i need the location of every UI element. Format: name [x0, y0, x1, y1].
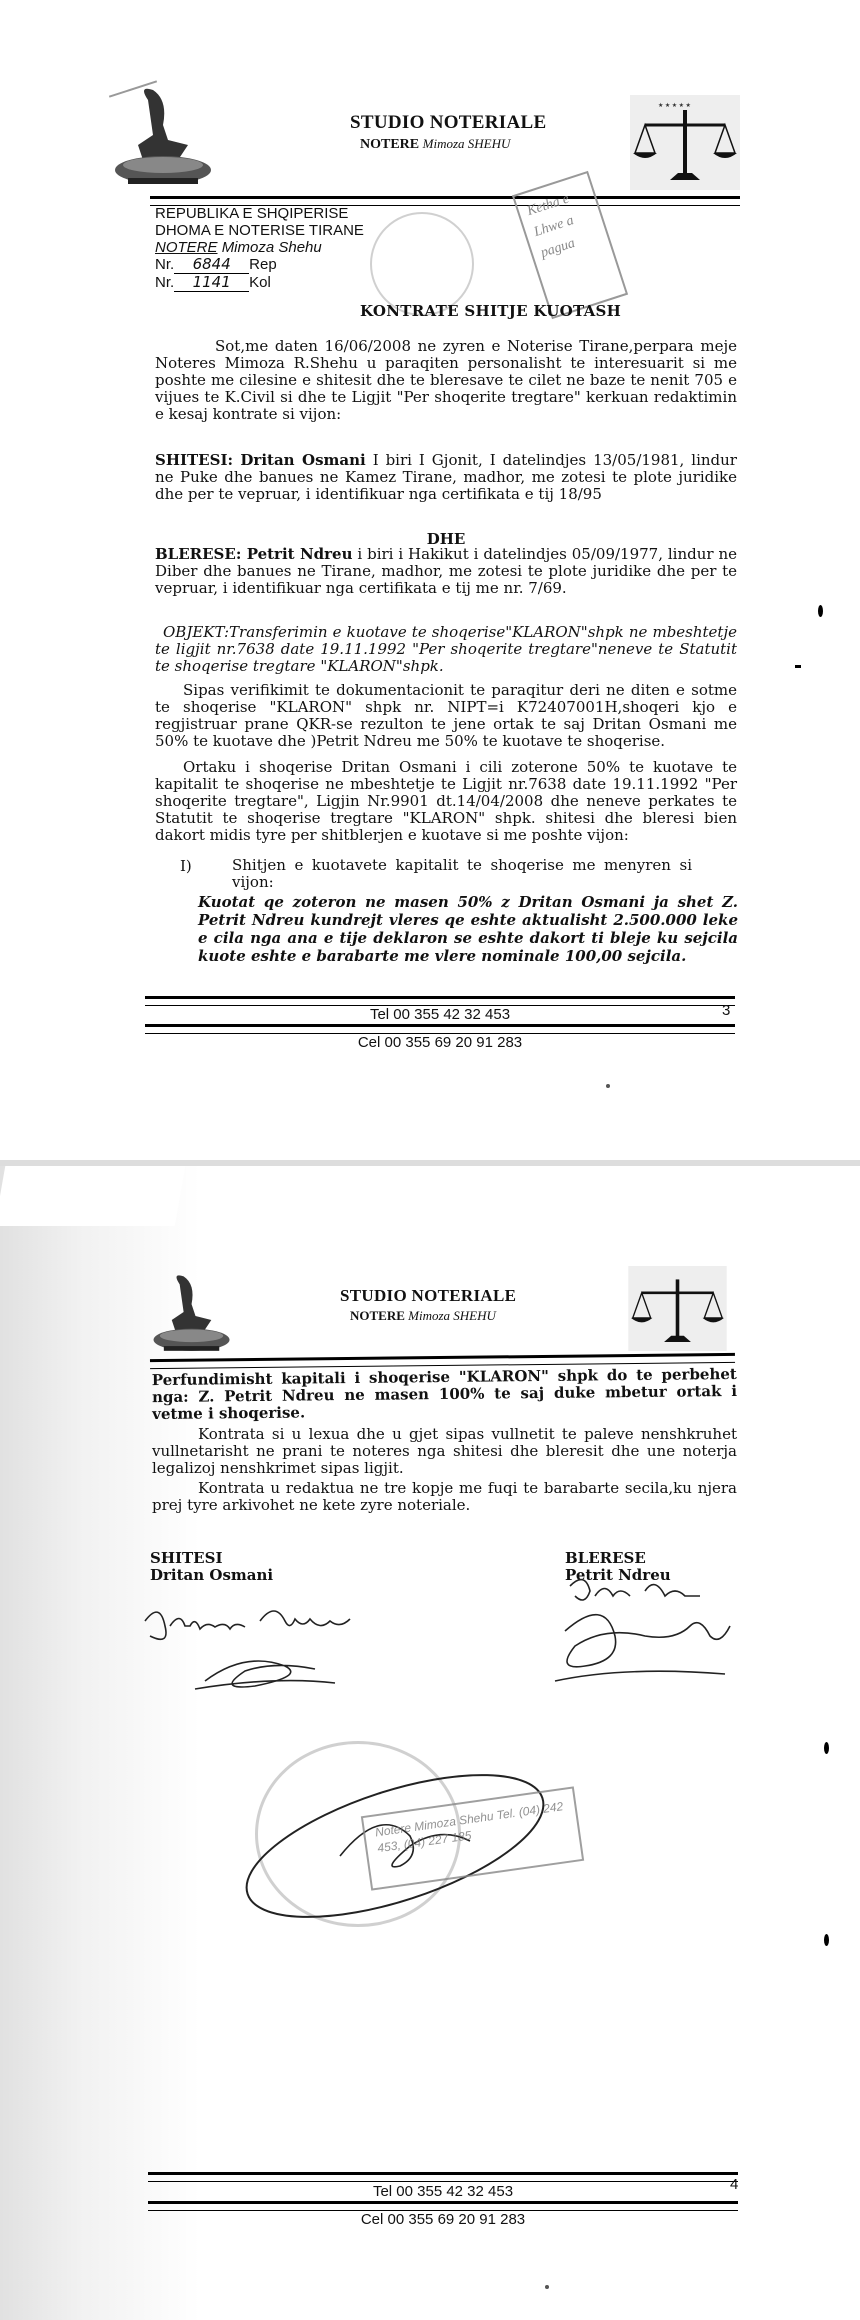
- footer-tel: Tel 00 355 42 32 453: [369, 1006, 511, 1023]
- seller-handwritten-signature: [135, 1591, 405, 1701]
- footer-rule-top: [145, 996, 735, 1006]
- contract-title: KONTRATE SHITJE KUOTASH: [360, 302, 622, 320]
- buyer-label: BLERESE: Petrit Ndreu: [155, 545, 353, 563]
- reading-paragraph: Kontrata si u lexua dhe u gjet sipas vullnetit te paleve nenshkruhet vullnetarisht ne prani te noteres nga shitesi dhe bleresit dhe une noterja legalizoj nenshkrimet sipas ligjit.: [152, 1425, 737, 1477]
- footer-cel: Cel 00 355 69 20 91 283: [357, 1034, 523, 1051]
- rep-number-handwritten: 6844: [174, 256, 249, 274]
- notary-header: [360, 136, 510, 153]
- item-text: Shitjen e kuotavete kapitalit te shoqerise me menyren si vijon:: [232, 856, 692, 891]
- seller-details: I biri I Gjonit, I datelindjes 13/05/1981, lindur ne Puke dhe banues ne Kamez Tirane, madhor, me zotesi te plote juridike dhe per te vepruar, i identifikuar nga certifikata e tij 18/95: [155, 451, 737, 503]
- partner-paragraph: Ortaku i shoqerise Dritan Osmani i cili zoterone 50% te kuotave te kapitalit te shoqerise ne mbeshtetje te Ligjit nr.7638 date 19.11.1992 "Per shoqerite tregtare", Ligjin Nr.9901 dt.14/04/2008 dhe neneve perkates te Statutit te shoqerise tregtare "KLARON" shpk. shitesi dhe bleresi bien dakort midis tyre per shitblerjen e kuotave si me poshte vijon:: [155, 758, 737, 844]
- rep-number-line: Nr. 6844 Rep: [155, 255, 277, 273]
- chamber-line: DHOMA E NOTERISE TIRANE: [155, 222, 364, 239]
- page-number: 4: [730, 2176, 739, 2193]
- notary-header: NOTERE Mimoza SHEHU: [350, 1308, 496, 1323]
- scan-speck: [795, 665, 801, 668]
- footer-cel: Cel 00 355 69 20 91 283: [360, 2211, 526, 2228]
- page-number: 3: [722, 1002, 731, 1019]
- notary-rectangular-stamp: Notere Mimoza Shehu Tel. (04) 242 453, (04) 227 185: [361, 1786, 584, 1890]
- scan-speck: [545, 2285, 549, 2289]
- seller-paragraph: [155, 452, 737, 503]
- footer-rule-bottom: [148, 2201, 738, 2211]
- document-page-4: [0, 1166, 860, 2320]
- sale-clause: Kuotat qe zoteron ne masen 50% z Dritan Osmani ja shet Z. Petrit Ndreu kundrejt vleres qe eshte aktualisht 2.500.000 leke e cila nga ana e tije deklaron se eshte dakort ti bleje ku sejcila kuote eshte e barabarte me vlere nominale 100,00 sejcila.: [198, 893, 738, 965]
- scales-of-justice-logo: [630, 95, 740, 190]
- seller-title: SHITESI: [150, 1549, 223, 1567]
- kol-number-handwritten: 1141: [174, 274, 249, 292]
- scan-speck: [818, 605, 823, 617]
- seller-name: Dritan Osmani: [150, 1566, 274, 1584]
- kol-number-line: Nr. 1141 Kol: [155, 273, 271, 291]
- final-capital-statement: Perfundimisht kapitali i shoqerise "KLARON" shpk do te perbehet nga: Z. Petrit Ndreu ne masen 100% te saj duke mbetur ortak i vetme i shoqerise.: [151, 1364, 738, 1424]
- dhe-separator: DHE: [426, 530, 466, 548]
- notere-label: NOTERE: [360, 137, 420, 152]
- buyer-paragraph: [155, 546, 737, 597]
- verification-paragraph: Sipas verifikimit te dokumentacionit te paraqitur deri ne diten e sotme te shoqerise "KLARON" shpk nr. NIPT=i K72407001H,shoqeri kjo e regjistruar prane QKR-se rezulton te jene ortak te saj Dritan Osmani me 50% te kuotave dhe )Petrit Ndreu me 50% te kuotave te shoqerise.: [155, 681, 737, 750]
- seller-label: SHITESI: Dritan Osmani: [155, 451, 366, 469]
- studio-title: STUDIO NOTERIALE: [350, 112, 547, 133]
- footer-rule-bottom: [145, 1024, 735, 1034]
- buyer-handwritten-signature: [525, 1566, 755, 1701]
- fee-paid-stamp: Ketha e Lhwe a pagua: [512, 171, 628, 319]
- notary-name: Mimoza SHEHU: [422, 136, 511, 151]
- notary-embosser-logo: [148, 1271, 243, 1361]
- seller-signature-block: [150, 1550, 273, 1584]
- scan-speck: [824, 1934, 829, 1946]
- buyer-name: Petrit Ndreu: [565, 1566, 671, 1584]
- scales-of-justice-logo: [625, 1266, 730, 1351]
- buyer-details: i biri i Hakikut i datelindjes 05/09/1977, lindur ne Diber dhe banues ne Tirane, madhor, me zotesi te plote juridike dhe per te vepruar, i identifikuar nga certifikata e tij me nr. 7/69.: [155, 545, 738, 597]
- office-block: [155, 205, 364, 292]
- intro-paragraph: Sot,me daten 16/06/2008 ne zyren e Noterise Tirane,perpara meje Noteres Mimoza R.Shehu u paraqiten personalisht te interesuarit si me poshte me cilesine e shitesit dhe te bleresave te cilet ne baze te nenit 705 e vijues te K.Civil si dhe te Ligjit "Per shoqerite tregtare" kerkuan redaktimin e kesaj kontrate si vijon:: [155, 337, 737, 423]
- notere-line: NOTERE Mimoza Shehu: [155, 239, 322, 256]
- item-number: I): [180, 857, 192, 875]
- footer-tel: Tel 00 355 42 32 453: [372, 2183, 514, 2200]
- scan-speck: [824, 1742, 829, 1754]
- copies-paragraph: Kontrata u redaktua ne tre kopje me fuqi te barabarte secila,ku njera prej tyre arkivohet ne kete zyre noteriale.: [152, 1479, 737, 1514]
- scan-speck: [606, 1084, 610, 1088]
- faded-round-stamp: [370, 212, 474, 316]
- buyer-title: BLERESE: [565, 1549, 646, 1567]
- studio-title: STUDIO NOTERIALE: [340, 1286, 517, 1305]
- republic-line: REPUBLIKA E SHQIPERISE: [155, 205, 349, 222]
- object-paragraph: OBJEKT:Transferimin e kuotave te shoqerise"KLARON"shpk ne mbeshtetje te ligjit nr.7638 date 19.11.1992 "Per shoqerite tregtare"neneve te Statutit te shoqerise tregtare "KLARON"shpk.: [155, 623, 737, 675]
- notary-embosser-logo: [108, 85, 228, 195]
- footer-rule-top: [148, 2172, 738, 2182]
- svg-text:★ ★ ★ ★ ★: ★ ★ ★ ★ ★: [658, 103, 691, 109]
